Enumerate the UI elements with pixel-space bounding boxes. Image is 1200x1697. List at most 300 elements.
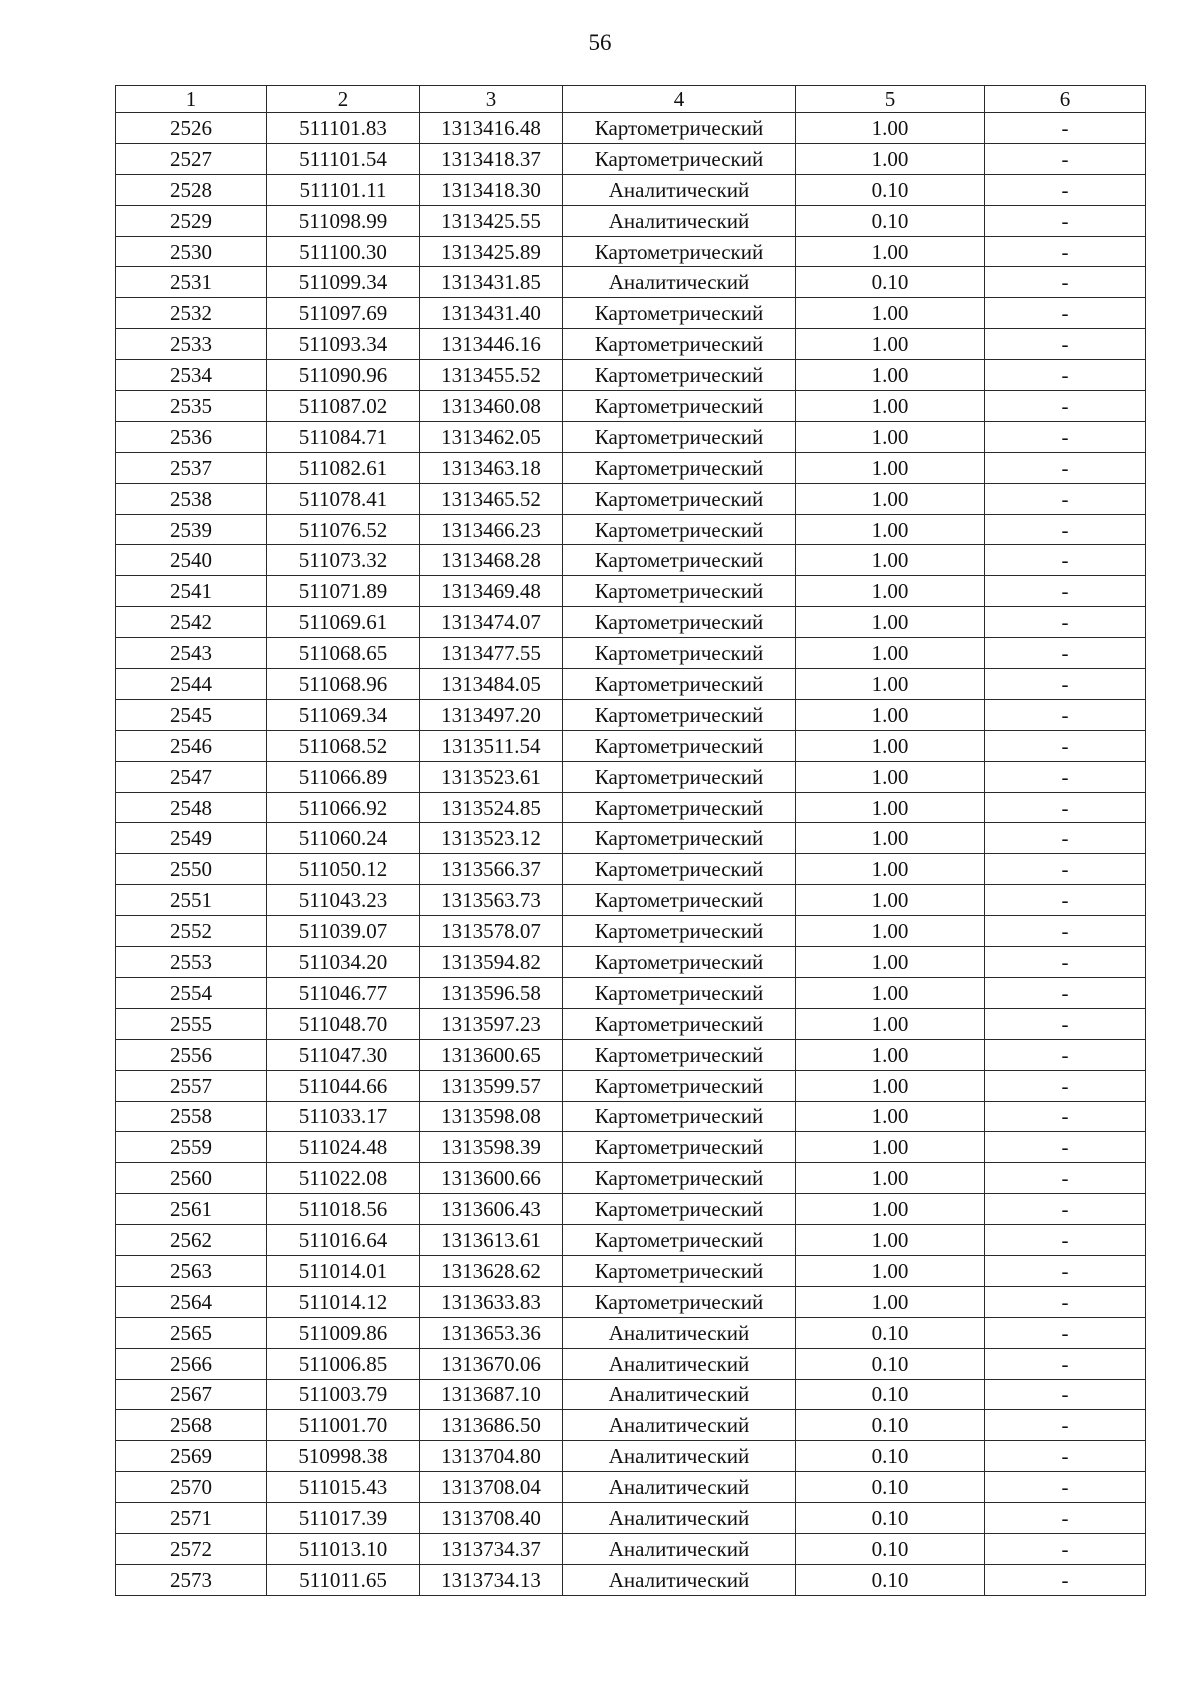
x-coordinate-cell: 511087.02: [267, 391, 420, 422]
note-cell: -: [985, 174, 1146, 205]
point-number-cell: 2534: [116, 360, 267, 391]
y-coordinate-cell: 1313594.82: [420, 947, 563, 978]
note-cell: -: [985, 1132, 1146, 1163]
x-coordinate-cell: 511084.71: [267, 421, 420, 452]
accuracy-cell: 1.00: [796, 421, 985, 452]
method-cell: Картометрический: [563, 1039, 796, 1070]
x-coordinate-cell: 511047.30: [267, 1039, 420, 1070]
point-number-cell: 2554: [116, 977, 267, 1008]
y-coordinate-cell: 1313469.48: [420, 576, 563, 607]
x-coordinate-cell: 511097.69: [267, 298, 420, 329]
method-cell: Аналитический: [563, 1533, 796, 1564]
accuracy-cell: 0.10: [796, 1410, 985, 1441]
accuracy-cell: 1.00: [796, 1008, 985, 1039]
x-coordinate-cell: 511003.79: [267, 1379, 420, 1410]
accuracy-cell: 1.00: [796, 143, 985, 174]
x-coordinate-cell: 511001.70: [267, 1410, 420, 1441]
method-cell: Картометрический: [563, 1255, 796, 1286]
method-cell: Аналитический: [563, 1441, 796, 1472]
note-cell: -: [985, 1255, 1146, 1286]
x-coordinate-cell: 511078.41: [267, 483, 420, 514]
point-number-cell: 2543: [116, 638, 267, 669]
table-row: [116, 1317, 1146, 1348]
point-number-cell: 2559: [116, 1132, 267, 1163]
note-cell: -: [985, 1163, 1146, 1194]
accuracy-cell: 1.00: [796, 1225, 985, 1256]
method-cell: Аналитический: [563, 1348, 796, 1379]
point-number-cell: 2552: [116, 916, 267, 947]
table-row: [116, 885, 1146, 916]
note-cell: -: [985, 267, 1146, 298]
accuracy-cell: 1.00: [796, 576, 985, 607]
point-number-cell: 2565: [116, 1317, 267, 1348]
method-cell: Картометрический: [563, 514, 796, 545]
table-row: [116, 1441, 1146, 1472]
point-number-cell: 2553: [116, 947, 267, 978]
method-cell: Картометрический: [563, 545, 796, 576]
method-cell: Аналитический: [563, 1317, 796, 1348]
y-coordinate-cell: 1313628.62: [420, 1255, 563, 1286]
note-cell: -: [985, 1441, 1146, 1472]
point-number-cell: 2568: [116, 1410, 267, 1441]
x-coordinate-cell: 511033.17: [267, 1101, 420, 1132]
accuracy-cell: 1.00: [796, 1163, 985, 1194]
note-cell: -: [985, 607, 1146, 638]
accuracy-cell: 1.00: [796, 545, 985, 576]
note-cell: -: [985, 236, 1146, 267]
table-row: [116, 916, 1146, 947]
note-cell: -: [985, 452, 1146, 483]
x-coordinate-cell: 511017.39: [267, 1503, 420, 1534]
point-number-cell: 2537: [116, 452, 267, 483]
y-coordinate-cell: 1313600.65: [420, 1039, 563, 1070]
table-row: [116, 1503, 1146, 1534]
table-row: [116, 1286, 1146, 1317]
point-number-cell: 2558: [116, 1101, 267, 1132]
table-row: [116, 730, 1146, 761]
accuracy-cell: 0.10: [796, 1564, 985, 1595]
table-row: [116, 1533, 1146, 1564]
accuracy-cell: 1.00: [796, 638, 985, 669]
point-number-cell: 2570: [116, 1472, 267, 1503]
y-coordinate-cell: 1313431.85: [420, 267, 563, 298]
method-cell: Картометрический: [563, 483, 796, 514]
x-coordinate-cell: 511043.23: [267, 885, 420, 916]
table-row: [116, 699, 1146, 730]
point-number-cell: 2556: [116, 1039, 267, 1070]
y-coordinate-cell: 1313484.05: [420, 669, 563, 700]
y-coordinate-cell: 1313578.07: [420, 916, 563, 947]
accuracy-cell: 0.10: [796, 1472, 985, 1503]
y-coordinate-cell: 1313418.37: [420, 143, 563, 174]
table-row: [116, 669, 1146, 700]
y-coordinate-cell: 1313425.89: [420, 236, 563, 267]
method-cell: Аналитический: [563, 267, 796, 298]
table-row: [116, 1348, 1146, 1379]
note-cell: -: [985, 761, 1146, 792]
table-row: [116, 823, 1146, 854]
method-cell: Картометрический: [563, 452, 796, 483]
table-row: [116, 483, 1146, 514]
x-coordinate-cell: 511013.10: [267, 1533, 420, 1564]
table-row: [116, 514, 1146, 545]
x-coordinate-cell: 511071.89: [267, 576, 420, 607]
column-header-1: 1: [116, 86, 267, 113]
method-cell: Картометрический: [563, 638, 796, 669]
table-row: [116, 1039, 1146, 1070]
table-row: [116, 545, 1146, 576]
method-cell: Картометрический: [563, 113, 796, 144]
note-cell: -: [985, 669, 1146, 700]
point-number-cell: 2531: [116, 267, 267, 298]
note-cell: -: [985, 1039, 1146, 1070]
y-coordinate-cell: 1313708.04: [420, 1472, 563, 1503]
table-row: [116, 1101, 1146, 1132]
point-number-cell: 2536: [116, 421, 267, 452]
point-number-cell: 2535: [116, 391, 267, 422]
y-coordinate-cell: 1313463.18: [420, 452, 563, 483]
accuracy-cell: 1.00: [796, 113, 985, 144]
accuracy-cell: 1.00: [796, 1255, 985, 1286]
table-row: [116, 607, 1146, 638]
table-row: [116, 947, 1146, 978]
point-number-cell: 2561: [116, 1194, 267, 1225]
point-number-cell: 2547: [116, 761, 267, 792]
y-coordinate-cell: 1313524.85: [420, 792, 563, 823]
point-number-cell: 2557: [116, 1070, 267, 1101]
method-cell: Картометрический: [563, 421, 796, 452]
method-cell: Аналитический: [563, 174, 796, 205]
x-coordinate-cell: 511022.08: [267, 1163, 420, 1194]
method-cell: Картометрический: [563, 1008, 796, 1039]
method-cell: Картометрический: [563, 1194, 796, 1225]
x-coordinate-cell: 511101.54: [267, 143, 420, 174]
y-coordinate-cell: 1313686.50: [420, 1410, 563, 1441]
x-coordinate-cell: 511076.52: [267, 514, 420, 545]
table-row: [116, 977, 1146, 1008]
note-cell: -: [985, 545, 1146, 576]
note-cell: -: [985, 1317, 1146, 1348]
note-cell: -: [985, 421, 1146, 452]
x-coordinate-cell: 511018.56: [267, 1194, 420, 1225]
note-cell: -: [985, 113, 1146, 144]
table-row: [116, 113, 1146, 144]
note-cell: -: [985, 638, 1146, 669]
x-coordinate-cell: 511011.65: [267, 1564, 420, 1595]
note-cell: -: [985, 329, 1146, 360]
method-cell: Картометрический: [563, 1286, 796, 1317]
note-cell: -: [985, 1008, 1146, 1039]
note-cell: -: [985, 143, 1146, 174]
y-coordinate-cell: 1313468.28: [420, 545, 563, 576]
y-coordinate-cell: 1313466.23: [420, 514, 563, 545]
table-row: [116, 174, 1146, 205]
accuracy-cell: 1.00: [796, 1101, 985, 1132]
accuracy-cell: 1.00: [796, 792, 985, 823]
note-cell: -: [985, 576, 1146, 607]
note-cell: -: [985, 205, 1146, 236]
y-coordinate-cell: 1313734.13: [420, 1564, 563, 1595]
y-coordinate-cell: 1313523.12: [420, 823, 563, 854]
accuracy-cell: 1.00: [796, 236, 985, 267]
table-row: [116, 452, 1146, 483]
table-row: [116, 1163, 1146, 1194]
method-cell: Картометрический: [563, 1225, 796, 1256]
x-coordinate-cell: 511068.96: [267, 669, 420, 700]
method-cell: Картометрический: [563, 669, 796, 700]
table-row: [116, 792, 1146, 823]
y-coordinate-cell: 1313606.43: [420, 1194, 563, 1225]
x-coordinate-cell: 511009.86: [267, 1317, 420, 1348]
point-number-cell: 2529: [116, 205, 267, 236]
column-header-5: 5: [796, 86, 985, 113]
method-cell: Картометрический: [563, 391, 796, 422]
note-cell: -: [985, 1194, 1146, 1225]
point-number-cell: 2562: [116, 1225, 267, 1256]
accuracy-cell: 0.10: [796, 205, 985, 236]
accuracy-cell: 1.00: [796, 391, 985, 422]
table-row: [116, 761, 1146, 792]
x-coordinate-cell: 511014.12: [267, 1286, 420, 1317]
x-coordinate-cell: 511101.11: [267, 174, 420, 205]
y-coordinate-cell: 1313600.66: [420, 1163, 563, 1194]
accuracy-cell: 1.00: [796, 916, 985, 947]
x-coordinate-cell: 511099.34: [267, 267, 420, 298]
y-coordinate-cell: 1313477.55: [420, 638, 563, 669]
y-coordinate-cell: 1313704.80: [420, 1441, 563, 1472]
y-coordinate-cell: 1313511.54: [420, 730, 563, 761]
method-cell: Картометрический: [563, 854, 796, 885]
x-coordinate-cell: 511015.43: [267, 1472, 420, 1503]
table-row: [116, 1379, 1146, 1410]
accuracy-cell: 1.00: [796, 1070, 985, 1101]
accuracy-cell: 1.00: [796, 854, 985, 885]
method-cell: Картометрический: [563, 298, 796, 329]
y-coordinate-cell: 1313670.06: [420, 1348, 563, 1379]
note-cell: -: [985, 1348, 1146, 1379]
table-row: [116, 854, 1146, 885]
accuracy-cell: 1.00: [796, 761, 985, 792]
y-coordinate-cell: 1313416.48: [420, 113, 563, 144]
y-coordinate-cell: 1313474.07: [420, 607, 563, 638]
accuracy-cell: 0.10: [796, 1379, 985, 1410]
x-coordinate-cell: 511082.61: [267, 452, 420, 483]
point-number-cell: 2569: [116, 1441, 267, 1472]
accuracy-cell: 1.00: [796, 329, 985, 360]
note-cell: -: [985, 1564, 1146, 1595]
point-number-cell: 2572: [116, 1533, 267, 1564]
x-coordinate-cell: 510998.38: [267, 1441, 420, 1472]
y-coordinate-cell: 1313734.37: [420, 1533, 563, 1564]
x-coordinate-cell: 511034.20: [267, 947, 420, 978]
point-number-cell: 2539: [116, 514, 267, 545]
point-number-cell: 2555: [116, 1008, 267, 1039]
accuracy-cell: 1.00: [796, 669, 985, 700]
note-cell: -: [985, 1410, 1146, 1441]
accuracy-cell: 1.00: [796, 1039, 985, 1070]
note-cell: -: [985, 730, 1146, 761]
accuracy-cell: 1.00: [796, 947, 985, 978]
method-cell: Картометрический: [563, 916, 796, 947]
note-cell: -: [985, 947, 1146, 978]
accuracy-cell: 1.00: [796, 1286, 985, 1317]
method-cell: Картометрический: [563, 1070, 796, 1101]
method-cell: Картометрический: [563, 823, 796, 854]
method-cell: Картометрический: [563, 236, 796, 267]
x-coordinate-cell: 511073.32: [267, 545, 420, 576]
x-coordinate-cell: 511014.01: [267, 1255, 420, 1286]
x-coordinate-cell: 511006.85: [267, 1348, 420, 1379]
table-row: [116, 360, 1146, 391]
point-number-cell: 2530: [116, 236, 267, 267]
point-number-cell: 2546: [116, 730, 267, 761]
table-row: [116, 421, 1146, 452]
accuracy-cell: 1.00: [796, 885, 985, 916]
x-coordinate-cell: 511024.48: [267, 1132, 420, 1163]
note-cell: -: [985, 1286, 1146, 1317]
note-cell: -: [985, 1533, 1146, 1564]
accuracy-cell: 1.00: [796, 823, 985, 854]
point-number-cell: 2550: [116, 854, 267, 885]
x-coordinate-cell: 511090.96: [267, 360, 420, 391]
method-cell: Картометрический: [563, 885, 796, 916]
point-number-cell: 2532: [116, 298, 267, 329]
method-cell: Картометрический: [563, 792, 796, 823]
x-coordinate-cell: 511060.24: [267, 823, 420, 854]
accuracy-cell: 1.00: [796, 483, 985, 514]
accuracy-cell: 1.00: [796, 514, 985, 545]
y-coordinate-cell: 1313446.16: [420, 329, 563, 360]
y-coordinate-cell: 1313708.40: [420, 1503, 563, 1534]
x-coordinate-cell: 511046.77: [267, 977, 420, 1008]
method-cell: Картометрический: [563, 360, 796, 391]
y-coordinate-cell: 1313431.40: [420, 298, 563, 329]
accuracy-cell: 0.10: [796, 1503, 985, 1534]
point-number-cell: 2551: [116, 885, 267, 916]
point-number-cell: 2542: [116, 607, 267, 638]
note-cell: -: [985, 391, 1146, 422]
method-cell: Аналитический: [563, 1410, 796, 1441]
point-number-cell: 2533: [116, 329, 267, 360]
point-number-cell: 2526: [116, 113, 267, 144]
table-row: [116, 391, 1146, 422]
table-row: [116, 576, 1146, 607]
accuracy-cell: 1.00: [796, 298, 985, 329]
note-cell: -: [985, 792, 1146, 823]
y-coordinate-cell: 1313523.61: [420, 761, 563, 792]
accuracy-cell: 0.10: [796, 1533, 985, 1564]
y-coordinate-cell: 1313599.57: [420, 1070, 563, 1101]
note-cell: -: [985, 1379, 1146, 1410]
point-number-cell: 2567: [116, 1379, 267, 1410]
y-coordinate-cell: 1313455.52: [420, 360, 563, 391]
y-coordinate-cell: 1313462.05: [420, 421, 563, 452]
point-number-cell: 2571: [116, 1503, 267, 1534]
accuracy-cell: 1.00: [796, 1194, 985, 1225]
note-cell: -: [985, 699, 1146, 730]
accuracy-cell: 0.10: [796, 174, 985, 205]
x-coordinate-cell: 511069.34: [267, 699, 420, 730]
method-cell: Картометрический: [563, 576, 796, 607]
method-cell: Картометрический: [563, 730, 796, 761]
method-cell: Картометрический: [563, 761, 796, 792]
point-number-cell: 2566: [116, 1348, 267, 1379]
x-coordinate-cell: 511050.12: [267, 854, 420, 885]
note-cell: -: [985, 854, 1146, 885]
y-coordinate-cell: 1313460.08: [420, 391, 563, 422]
note-cell: -: [985, 885, 1146, 916]
accuracy-cell: 0.10: [796, 1317, 985, 1348]
accuracy-cell: 0.10: [796, 267, 985, 298]
note-cell: -: [985, 483, 1146, 514]
point-number-cell: 2528: [116, 174, 267, 205]
method-cell: Картометрический: [563, 977, 796, 1008]
x-coordinate-cell: 511066.89: [267, 761, 420, 792]
method-cell: Картометрический: [563, 1101, 796, 1132]
method-cell: Аналитический: [563, 1472, 796, 1503]
table-row: [116, 1472, 1146, 1503]
note-cell: -: [985, 1070, 1146, 1101]
accuracy-cell: 1.00: [796, 360, 985, 391]
x-coordinate-cell: 511016.64: [267, 1225, 420, 1256]
table-row: [116, 205, 1146, 236]
point-number-cell: 2527: [116, 143, 267, 174]
table-row: [116, 1564, 1146, 1595]
table-row: [116, 267, 1146, 298]
accuracy-cell: 1.00: [796, 699, 985, 730]
table-row: [116, 1070, 1146, 1101]
point-number-cell: 2544: [116, 669, 267, 700]
accuracy-cell: 1.00: [796, 730, 985, 761]
point-number-cell: 2548: [116, 792, 267, 823]
note-cell: -: [985, 360, 1146, 391]
note-cell: -: [985, 823, 1146, 854]
point-number-cell: 2541: [116, 576, 267, 607]
note-cell: -: [985, 1101, 1146, 1132]
accuracy-cell: 0.10: [796, 1348, 985, 1379]
table-row: [116, 236, 1146, 267]
method-cell: Картометрический: [563, 1132, 796, 1163]
method-cell: Аналитический: [563, 1503, 796, 1534]
note-cell: -: [985, 1225, 1146, 1256]
point-number-cell: 2563: [116, 1255, 267, 1286]
method-cell: Аналитический: [563, 205, 796, 236]
point-number-cell: 2573: [116, 1564, 267, 1595]
method-cell: Картометрический: [563, 607, 796, 638]
y-coordinate-cell: 1313425.55: [420, 205, 563, 236]
table-body: [116, 113, 1146, 1596]
accuracy-cell: 1.00: [796, 607, 985, 638]
x-coordinate-cell: 511093.34: [267, 329, 420, 360]
point-number-cell: 2560: [116, 1163, 267, 1194]
x-coordinate-cell: 511044.66: [267, 1070, 420, 1101]
point-number-cell: 2538: [116, 483, 267, 514]
x-coordinate-cell: 511048.70: [267, 1008, 420, 1039]
x-coordinate-cell: 511066.92: [267, 792, 420, 823]
method-cell: Картометрический: [563, 947, 796, 978]
y-coordinate-cell: 1313597.23: [420, 1008, 563, 1039]
accuracy-cell: 1.00: [796, 977, 985, 1008]
table-row: [116, 1132, 1146, 1163]
y-coordinate-cell: 1313465.52: [420, 483, 563, 514]
accuracy-cell: 1.00: [796, 452, 985, 483]
column-header-2: 2: [267, 86, 420, 113]
table-row: [116, 143, 1146, 174]
column-header-4: 4: [563, 86, 796, 113]
y-coordinate-cell: 1313566.37: [420, 854, 563, 885]
y-coordinate-cell: 1313687.10: [420, 1379, 563, 1410]
page-number: 56: [588, 30, 612, 55]
